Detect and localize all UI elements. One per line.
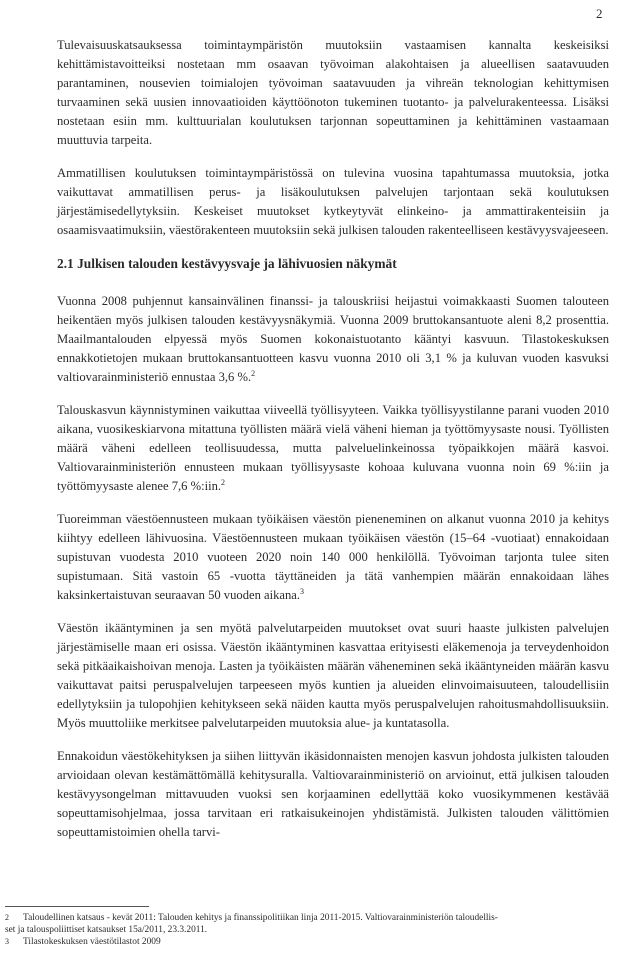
paragraph-text: Vuonna 2008 puhjennut kansainvälinen finanssi- ja talouskriisi heijastui voimakkaasti Suomen talouteen heikentäen myös julkisen talouden kestävyysnäkymiä. Vuonna 2009 bruttokansantuote aleni 8,2 prosenttia. Maailmantalouden elpyessä myös Suomen kokonaistuotanto kääntyi kasvuun. Tilastokeskuksen ennakkotietojen mukaan bruttokansantuotteen kasvu vuonna 2010 oli 3,1 % ja kuluvan vuoden kasvuksi valtiovarainministeriö ennustaa 3,6 %. — [57, 294, 609, 384]
page-number: 2 — [596, 6, 603, 21]
paragraph — [57, 619, 609, 733]
footnote-continuation: set ja talouspoliittiset katsaukset 15a/2011, 23.3.2011. — [5, 925, 208, 935]
footnote-reference: 2 — [251, 368, 256, 378]
footnote — [5, 912, 613, 924]
page-body — [57, 36, 609, 856]
footnote-mark: 2 — [5, 913, 9, 922]
paragraph: Tulevaisuuskatsauksessa toimintaympäristön muutoksiin vastaamisen kannalta keskeisiksi kehittämistavoitteiksi nostetaan mm osaavan työvoiman alakohtaisen ja alueellisen saatavuuden parantaminen, nousevien toimialojen työvoiman saatavuuden ja vihreän teknologian kehittymisen turvaaminen sekä uusien innovaatioiden käyttöönoton tukeminen tuotanto- ja palvelurakenteessa. Lisäksi nostetaan esiin mm. kulttuurialan koulutuksen tarjonnan sopeuttaminen ja kehittäminen vastaamaan muuttuvia tarpeita. — [57, 38, 609, 147]
footnote-mark: 3 — [5, 937, 9, 946]
paragraph-text: Talouskasvun käynnistyminen vaikuttaa viiveellä työllisyyteen. Vaikka työllisyystilanne parani vuoden 2010 aikana, vuosikeskiarvona mitattuna työllisten määrä vielä väheni hieman ja työttömyysaste nousi. Työllisten määrä väheni edelleen teollisuudessa, mutta palveluelinkeinossa työpaikkojen määrä kasvoi. Valtiovarainministeriön ennusteen mukaan työllisyysaste kohoaa kuluvana vuonna noin 69 %:iin ja työttömyysaste alenee 7,6 %:iin. — [57, 403, 609, 493]
paragraph — [57, 292, 609, 387]
section-heading: 2.1 Julkisen talouden kestävyysvaje ja lähivuosien näkymät — [57, 256, 397, 271]
footnotes — [5, 912, 613, 948]
footnote — [5, 936, 613, 948]
footnote-reference: 2 — [221, 477, 226, 487]
footnote-text: Taloudellinen katsaus - kevät 2011: Talouden kehitys ja finanssipolitiikan linja 2011-2015. Valtiovarainministeriön taloudellis- — [23, 913, 498, 923]
paragraph — [57, 510, 609, 605]
paragraph-text: Väestön ikääntyminen ja sen myötä palvelutarpeiden muutokset ovat suuri haaste julkisten palvelujen järjestämiselle maan eri osissa. Väestön ikääntyminen kasvattaa erityisesti eläkemenoja ja terveydenhoidon sekä pitkäaikaishoivan menoja. Lasten ja työikäisten määrän väheneminen sekä ikääntyneiden määrän kasvu vaikuttavat paitsi peruspalvelujen tarpeeseen myös kuntien ja alueiden elinvoimaisuuteen, taloudellisiin edellytyksiin ja tulopohjien kehitykseen sekä näiden kautta myös peruspalvelujen rahoitusmahdollisuuksiin. Myös muuttoliike merkitsee palvelutarpeiden muutoksia alue- ja kuntatasolla. — [57, 621, 609, 730]
footnote-reference: 3 — [300, 586, 305, 596]
paragraph-text: Tuoreimman väestöennusteen mukaan työikäisen väestön pieneneminen on alkanut vuonna 2010 ja kehitys kiihtyy edelleen lähivuosina. Väestöennusteen mukaan työikäisen väestön (15–64 -vuotiaat) ennakoidaan supistuvan vuodesta 2010 vuoteen 2020 noin 140 000 henkilöllä. Työvoiman tarjonta tulee siten supistumaan. Sitä vastoin 65 -vuotta täyttäneiden ja tätä vanhempien määrän ennakoidaan lähes kaksinkertaistuvan seuraavan 50 vuoden aikana. — [57, 512, 609, 602]
paragraph-text: Ennakoidun väestökehityksen ja siihen liittyvän ikäsidonnaisten menojen kasvun johdosta julkisten talouden arvioidaan olevan kestämättömällä kehitysuralla. Valtiovarainministeriö on arvioinut, että julkisen talouden kestävyysongelman mittavuuden vuoksi sen korjaaminen edellyttää koko vuosikymmenen kestävää sopeuttamisohjelmaa, jossa tarvitaan eri ratkaisukeinojen yhdistämistä. Julkisten talouden välittömien sopeuttamistoimien ohella tarvi- — [57, 749, 609, 839]
footnote-text: Tilastokeskuksen väestötilastot 2009 — [23, 937, 161, 947]
paragraph: Ammatillisen koulutuksen toimintaympäristössä on tulevina vuosina tapahtumassa muutoksia, jotka vaikuttavat ammatillisen perus- ja lisäkoulutuksen palvelujen tarjontaan sekä koulutuksen järjestämisedellytyksiin. Keskeiset muutokset kytkeytyvät elinkeino- ja ammattirakenteisiin ja osaamisvaatimuksiin, väestörakenteen muutoksiin sekä julkisen talouden rakenteelliseen kestävyysvajeeseen. — [57, 166, 609, 237]
footnote-divider — [5, 906, 149, 907]
paragraph — [57, 747, 609, 842]
paragraph — [57, 401, 609, 496]
